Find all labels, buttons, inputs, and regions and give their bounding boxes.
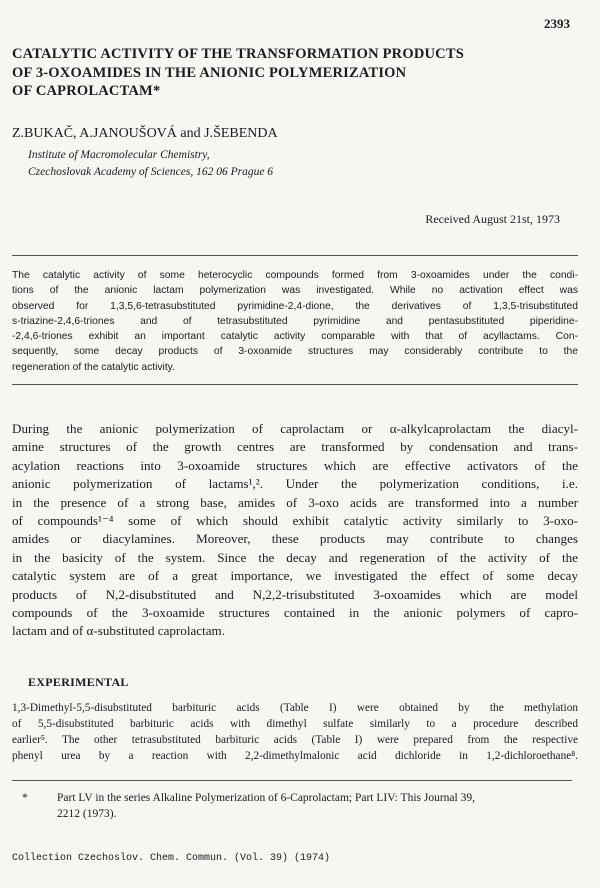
abstract-bottom-rule xyxy=(12,384,578,385)
abstract-line: s-triazine-2,4,6-triones and of tetrasubstituted pyrimidine and pentasubstituted piperidine- xyxy=(12,315,578,327)
abstract-line: regeneration of the catalytic activity. xyxy=(12,361,175,373)
experimental-line: phenyl urea by a reaction with 2,2-dimethylmalonic acid dichloride in 1,2-dichloroethane⁸. xyxy=(12,750,578,762)
body-line: of compounds¹⁻⁴ some of which should exhibit catalytic activity similarly to 3-oxo- xyxy=(12,513,578,529)
affiliation xyxy=(28,147,273,181)
article-title xyxy=(12,45,572,101)
body-line: compounds of the 3-oxoamide structures contained in the anionic polymers of capro- xyxy=(12,605,578,621)
body-line: acylation reactions into 3-oxoamide structures which are effective activators of the xyxy=(12,457,578,473)
body-line: in the presence of a strong base, amides of 3-oxo acids are transformed into a number xyxy=(12,494,578,510)
abstract-line: sequently, some decay products of 3-oxoamide structures may considerably contribute to the xyxy=(12,346,578,358)
experimental-line: of 5,5-disubstituted barbituric acids with dimethyl sulfate similarly to a procedure described xyxy=(12,718,578,730)
footnote-line: 2212 (1973). xyxy=(57,808,117,820)
affiliation-line: Institute of Macromolecular Chemistry, xyxy=(28,149,210,161)
abstract xyxy=(12,268,578,375)
abstract-line: -2,4,6-triones exhibit an important catalytic activity comparable with that of acyllactams. Con- xyxy=(12,331,578,343)
experimental-line: 1,3-Dimethyl-5,5-disubstituted barbituric acids (Table I) were obtained by the methylation xyxy=(12,702,578,714)
section-heading-experimental: EXPERIMENTAL xyxy=(28,675,129,689)
title-line: CATALYTIC ACTIVITY OF THE TRANSFORMATION PRODUCTS xyxy=(12,46,464,62)
footnote-line: Part LV in the series Alkaline Polymerization of 6-Caprolactam; Part LIV: This Journal 39, xyxy=(57,792,475,804)
experimental-line: earlier⁵. The other tetrasubstituted barbituric acids (Table I) were prepared from the respective xyxy=(12,734,578,746)
journal-citation: Collection Czechoslov. Chem. Commun. (Vol. 39) (1974) xyxy=(12,853,331,864)
body-line: anionic polymerization of lactams¹,². Under the polymerization conditions, i.e. xyxy=(12,476,578,492)
affiliation-line: Czechoslovak Academy of Sciences, 162 06 Prague 6 xyxy=(28,166,274,178)
abstract-line: The catalytic activity of some heterocyclic compounds formed from 3-oxoamides under the condi- xyxy=(12,270,578,281)
body-line: products of N,2-disubstituted and N,2,2-trisubstituted 3-oxoamides which are model xyxy=(12,586,578,602)
body-line: amides or diacylamines. Moreover, these products may contribute to changes xyxy=(12,531,578,547)
experimental-text xyxy=(12,700,578,764)
page-number: 2393 xyxy=(544,16,570,31)
introduction-text xyxy=(12,420,578,641)
body-line: catalytic system are of a great importance, we investigated the effect of some decay xyxy=(12,568,578,584)
footnote-rule xyxy=(12,780,572,781)
title-line: OF 3-OXOAMIDES IN THE ANIONIC POLYMERIZATION xyxy=(12,64,407,81)
body-line: amine structures of the growth centres are transformed by condensation and trans- xyxy=(12,439,578,455)
body-line: in the basicity of the system. Since the decay and regeneration of the activity of the xyxy=(12,549,578,565)
body-line: During the anionic polymerization of caprolactam or α-alkylcaprolactam the diacyl- xyxy=(12,421,578,436)
footnote xyxy=(12,790,578,822)
abstract-line: observed for 1,3,5,6-tetrasubstituted pyrimidine-2,4-dione, the derivatives of 1,3,5-trisubstituted xyxy=(12,300,578,312)
body-line: lactam and of α-substituted caprolactam. xyxy=(12,623,226,639)
authors: Z.BUKAČ, A.JANOUŠOVÁ and J.ŠEBENDA xyxy=(12,126,278,141)
title-line: OF CAPROLACTAM* xyxy=(12,83,161,99)
footnote-mark: * xyxy=(22,792,28,804)
received-date: Received August 21st, 1973 xyxy=(425,212,560,226)
abstract-top-rule xyxy=(12,255,578,256)
abstract-line: tions of the anionic lactam polymerization was investigated. While no activation effect was xyxy=(12,285,578,297)
